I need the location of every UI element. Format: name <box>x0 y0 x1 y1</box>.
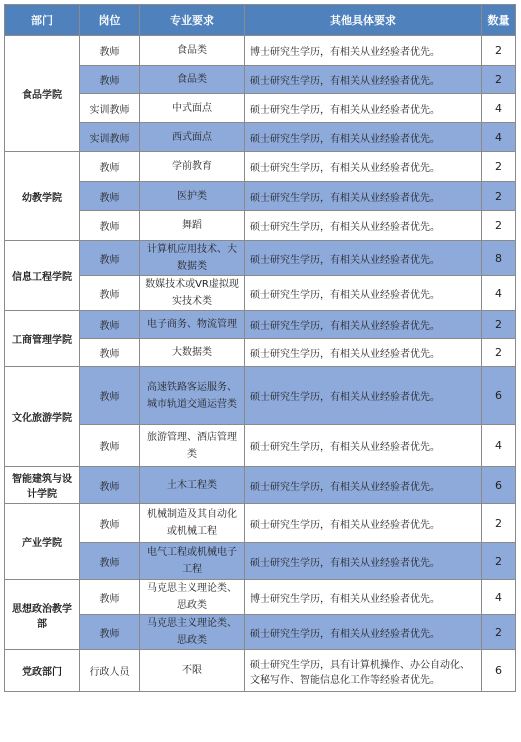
specialty-cell: 机械制造及其自动化或机械工程 <box>140 504 245 543</box>
table-row <box>5 94 516 123</box>
count-cell: 6 <box>482 650 516 692</box>
count-cell: 2 <box>482 543 516 580</box>
header-position: 岗位 <box>80 5 140 36</box>
requirements-cell: 博士研究生学历，有相关从业经验者优先。 <box>245 36 482 66</box>
position-cell: 教师 <box>80 339 140 367</box>
requirements-cell: 硕士研究生学历，有相关从业经验者优先。 <box>245 543 482 580</box>
specialty-cell: 旅游管理、酒店管理类 <box>140 425 245 467</box>
requirements-cell: 硕士研究生学历，具有计算机操作、办公自动化、文秘写作、智能信息化工作等经验者优先。 <box>245 650 482 692</box>
specialty-cell: 高速铁路客运服务、城市轨道交通运营类 <box>140 367 245 425</box>
specialty-cell: 电气工程或机械电子工程 <box>140 543 245 580</box>
position-cell: 教师 <box>80 425 140 467</box>
position-cell: 教师 <box>80 211 140 241</box>
specialty-cell: 电子商务、物流管理 <box>140 311 245 339</box>
count-cell: 2 <box>482 36 516 66</box>
dept-cell: 产业学院 <box>5 504 80 580</box>
requirements-cell: 硕士研究生学历，有相关从业经验者优先。 <box>245 66 482 94</box>
specialty-cell: 医护类 <box>140 182 245 211</box>
specialty-cell: 不限 <box>140 650 245 692</box>
position-cell: 教师 <box>80 580 140 615</box>
count-cell: 2 <box>482 152 516 182</box>
specialty-cell: 食品类 <box>140 66 245 94</box>
requirements-cell: 硕士研究生学历，有相关从业经验者优先。 <box>245 241 482 276</box>
count-cell: 4 <box>482 425 516 467</box>
table-row <box>5 276 516 311</box>
table-row <box>5 543 516 580</box>
count-cell: 8 <box>482 241 516 276</box>
position-cell: 教师 <box>80 276 140 311</box>
specialty-cell: 西式面点 <box>140 123 245 152</box>
position-cell: 教师 <box>80 311 140 339</box>
requirements-cell: 硕士研究生学历，有相关从业经验者优先。 <box>245 367 482 425</box>
requirements-cell: 硕士研究生学历，有相关从业经验者优先。 <box>245 276 482 311</box>
count-cell: 2 <box>482 504 516 543</box>
requirements-cell: 硕士研究生学历，有相关从业经验者优先。 <box>245 211 482 241</box>
count-cell: 6 <box>482 467 516 504</box>
specialty-cell: 学前教育 <box>140 152 245 182</box>
header-count: 数量 <box>482 5 516 36</box>
table-body <box>5 36 516 692</box>
table-header-row <box>5 5 516 36</box>
table-row <box>5 182 516 211</box>
specialty-cell: 数媒技术或VR虚拟现实技术类 <box>140 276 245 311</box>
count-cell: 6 <box>482 367 516 425</box>
dept-cell: 信息工程学院 <box>5 241 80 311</box>
position-cell: 实训教师 <box>80 123 140 152</box>
requirements-cell: 硕士研究生学历，有相关从业经验者优先。 <box>245 425 482 467</box>
requirements-cell: 博士研究生学历，有相关从业经验者优先。 <box>245 580 482 615</box>
specialty-cell: 食品类 <box>140 36 245 66</box>
position-cell: 教师 <box>80 367 140 425</box>
count-cell: 4 <box>482 276 516 311</box>
table-row <box>5 615 516 650</box>
table-row <box>5 66 516 94</box>
specialty-cell: 马克思主义理论类、思政类 <box>140 615 245 650</box>
count-cell: 2 <box>482 615 516 650</box>
position-cell: 教师 <box>80 467 140 504</box>
dept-cell: 思想政治教学部 <box>5 580 80 650</box>
table-row <box>5 211 516 241</box>
table-row <box>5 650 516 692</box>
requirements-cell: 硕士研究生学历，有相关从业经验者优先。 <box>245 123 482 152</box>
count-cell: 4 <box>482 94 516 123</box>
table-row <box>5 367 516 425</box>
requirements-cell: 硕士研究生学历，有相关从业经验者优先。 <box>245 504 482 543</box>
specialty-cell: 中式面点 <box>140 94 245 123</box>
recruitment-table <box>4 4 516 692</box>
requirements-cell: 硕士研究生学历，有相关从业经验者优先。 <box>245 467 482 504</box>
specialty-cell: 大数据类 <box>140 339 245 367</box>
specialty-cell: 马克思主义理论类、思政类 <box>140 580 245 615</box>
count-cell: 2 <box>482 66 516 94</box>
requirements-cell: 硕士研究生学历，有相关从业经验者优先。 <box>245 94 482 123</box>
specialty-cell: 计算机应用技术、大数据类 <box>140 241 245 276</box>
position-cell: 行政人员 <box>80 650 140 692</box>
dept-cell: 党政部门 <box>5 650 80 692</box>
count-cell: 4 <box>482 123 516 152</box>
table-row <box>5 241 516 276</box>
position-cell: 教师 <box>80 182 140 211</box>
table-row <box>5 580 516 615</box>
header-requirements: 其他具体要求 <box>245 5 482 36</box>
dept-cell: 工商管理学院 <box>5 311 80 367</box>
position-cell: 教师 <box>80 36 140 66</box>
count-cell: 4 <box>482 580 516 615</box>
table-row <box>5 425 516 467</box>
count-cell: 2 <box>482 311 516 339</box>
position-cell: 教师 <box>80 504 140 543</box>
requirements-cell: 硕士研究生学历，有相关从业经验者优先。 <box>245 182 482 211</box>
position-cell: 教师 <box>80 241 140 276</box>
count-cell: 2 <box>482 182 516 211</box>
table-row <box>5 339 516 367</box>
position-cell: 教师 <box>80 152 140 182</box>
header-dept: 部门 <box>5 5 80 36</box>
header-specialty: 专业要求 <box>140 5 245 36</box>
dept-cell: 幼教学院 <box>5 152 80 241</box>
specialty-cell: 土木工程类 <box>140 467 245 504</box>
count-cell: 2 <box>482 211 516 241</box>
requirements-cell: 硕士研究生学历，有相关从业经验者优先。 <box>245 615 482 650</box>
table-row <box>5 152 516 182</box>
position-cell: 教师 <box>80 615 140 650</box>
position-cell: 教师 <box>80 543 140 580</box>
table-row <box>5 36 516 66</box>
table-row <box>5 504 516 543</box>
count-cell: 2 <box>482 339 516 367</box>
table-row <box>5 311 516 339</box>
specialty-cell: 舞蹈 <box>140 211 245 241</box>
dept-cell: 文化旅游学院 <box>5 367 80 467</box>
requirements-cell: 硕士研究生学历，有相关从业经验者优先。 <box>245 311 482 339</box>
dept-cell: 食品学院 <box>5 36 80 152</box>
requirements-cell: 硕士研究生学历，有相关从业经验者优先。 <box>245 152 482 182</box>
recruitment-table-wrapper <box>4 4 516 692</box>
position-cell: 教师 <box>80 66 140 94</box>
requirements-cell: 硕士研究生学历，有相关从业经验者优先。 <box>245 339 482 367</box>
dept-cell: 智能建筑与设计学院 <box>5 467 80 504</box>
table-row <box>5 123 516 152</box>
position-cell: 实训教师 <box>80 94 140 123</box>
table-row <box>5 467 516 504</box>
